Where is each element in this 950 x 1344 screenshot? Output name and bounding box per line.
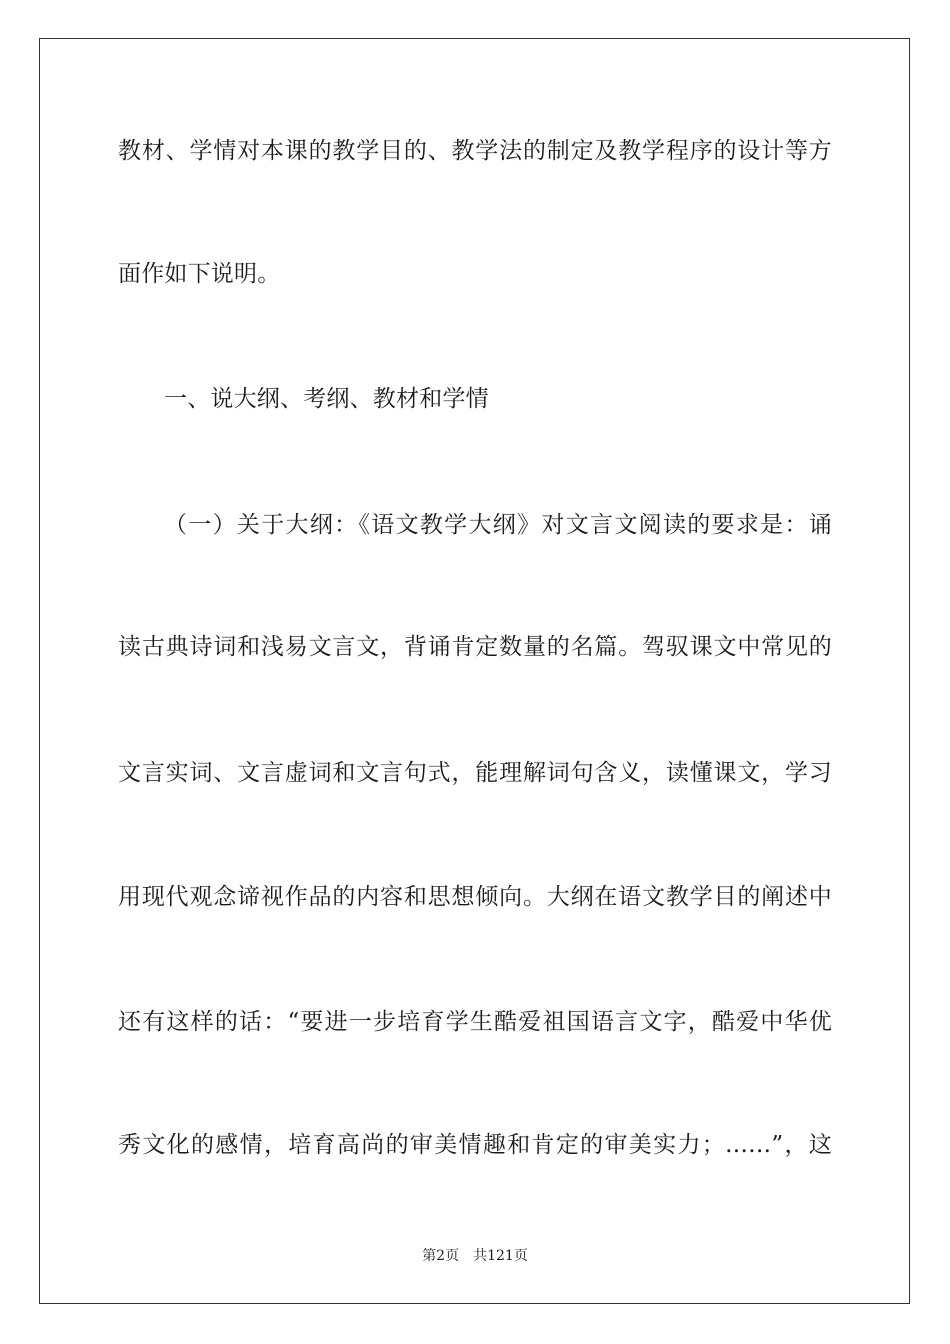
section-heading: 一、说大纲、考纲、教材和学情 [164, 386, 489, 412]
page-border [39, 38, 910, 1304]
body-text-line: 用现代观念谛视作品的内容和思想倾向。大纲在语文教学目的阐述中 [118, 884, 832, 910]
page-total: 共121页 [473, 1248, 528, 1264]
page-footer [0, 1247, 950, 1265]
body-text-line: 秀文化的感情，培育高尚的审美情趣和肯定的审美实力；……”，这 [118, 1132, 832, 1158]
body-text-line: （一）关于大纲：《语文教学大纲》对文言文阅读的要求是：诵 [164, 512, 832, 538]
body-text-line: 教材、学情对本课的教学目的、教学法的制定及教学程序的设计等方 [118, 138, 832, 164]
body-text-line: 还有这样的话：“要进一步培育学生酷爱祖国语言文字，酷爱中华优 [118, 1009, 832, 1035]
body-text-line: 读古典诗词和浅易文言文，背诵肯定数量的名篇。驾驭课文中常见的 [118, 634, 832, 660]
page-number: 第2页 [422, 1248, 460, 1264]
body-text-line: 文言实词、文言虚词和文言句式，能理解词句含义，读懂课文，学习 [118, 760, 832, 786]
body-text-line: 面作如下说明。 [118, 261, 281, 287]
